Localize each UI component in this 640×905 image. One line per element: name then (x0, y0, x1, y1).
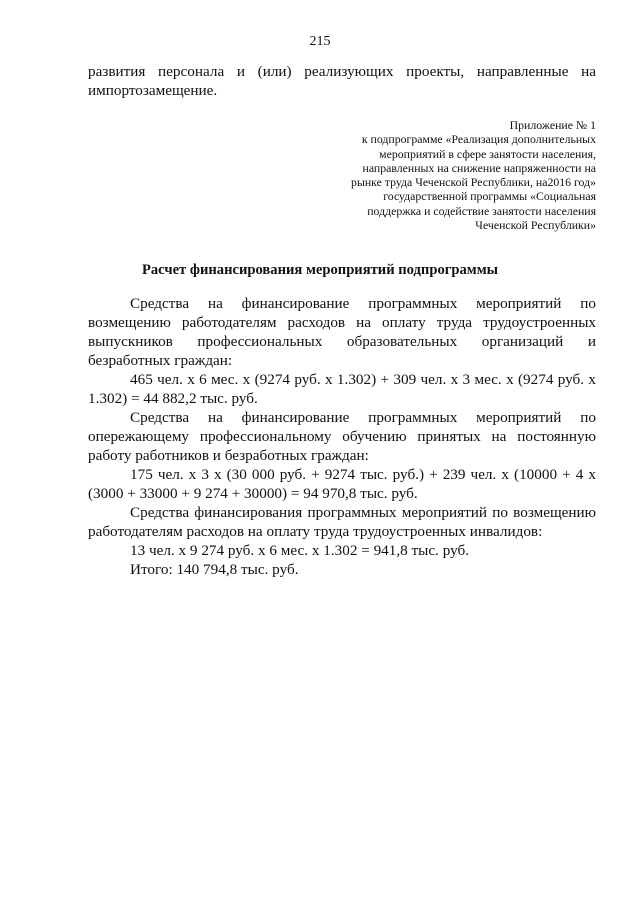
page-number: 215 (309, 34, 331, 49)
paragraph-line: Средства на финансирование программных мероприятий по (130, 409, 596, 426)
intro-line: развития персонала и (или) реализующих проекты, направленные на (88, 63, 596, 80)
calculation-line: 175 чел. х 3 х (30 000 руб. + 9274 тыс. руб.) + 239 чел. х (10000 + 4 х (130, 466, 596, 483)
appendix-heading (296, 118, 596, 232)
calculation-line: 13 чел. х 9 274 руб. х 6 мес. х 1.302 = 941,8 тыс. руб. (130, 542, 470, 559)
appendix-line: поддержка и содействие занятости населения (367, 203, 596, 218)
appendix-line: Чеченской Республики» (475, 218, 596, 233)
appendix-line: рынке труда Чеченской Республики, на2016 год» (351, 175, 596, 190)
paragraph-line: работу работников и безработных граждан: (88, 447, 369, 464)
intro-line: импортозамещение. (88, 82, 218, 99)
paragraph-line: возмещению работодателям расходов на оплату труда трудоустроенных (88, 314, 596, 331)
paragraph-line: безработных граждан: (88, 352, 233, 369)
paragraph-line: работодателям расходов на оплату труда трудоустроенных инвалидов: (88, 523, 543, 540)
intro-paragraph (88, 62, 596, 100)
section-title: Расчет финансирования мероприятий подпрограммы (141, 262, 499, 278)
appendix-line: государственной программы «Социальная (383, 189, 596, 204)
paragraph-line: Средства на финансирование программных мероприятий по (130, 295, 596, 312)
paragraph-line: Средства финансирования программных мероприятий по возмещению (130, 504, 596, 521)
appendix-line: направленных на снижение напряженности на (362, 160, 596, 175)
calculation-line: 1.302) = 44 882,2 тыс. руб. (88, 390, 258, 407)
total-line: Итого: 140 794,8 тыс. руб. (130, 561, 299, 578)
appendix-line: мероприятий в сфере занятости населения, (379, 146, 596, 161)
appendix-line: Приложение № 1 (509, 118, 596, 132)
paragraph-line: выпускников профессиональных образовательных организаций и (88, 333, 596, 350)
body-text (88, 294, 596, 579)
paragraph-line: опережающему профессиональному обучению принятых на постоянную (88, 428, 596, 445)
calculation-line: (3000 + 33000 + 9 274 + 30000) = 94 970,8 тыс. руб. (88, 485, 418, 502)
calculation-line: 465 чел. х 6 мес. х (9274 руб. х 1.302) + 309 чел. х 3 мес. х (9274 руб. х (130, 371, 596, 388)
appendix-line: к подпрограмме «Реализация дополнительных (361, 132, 596, 147)
